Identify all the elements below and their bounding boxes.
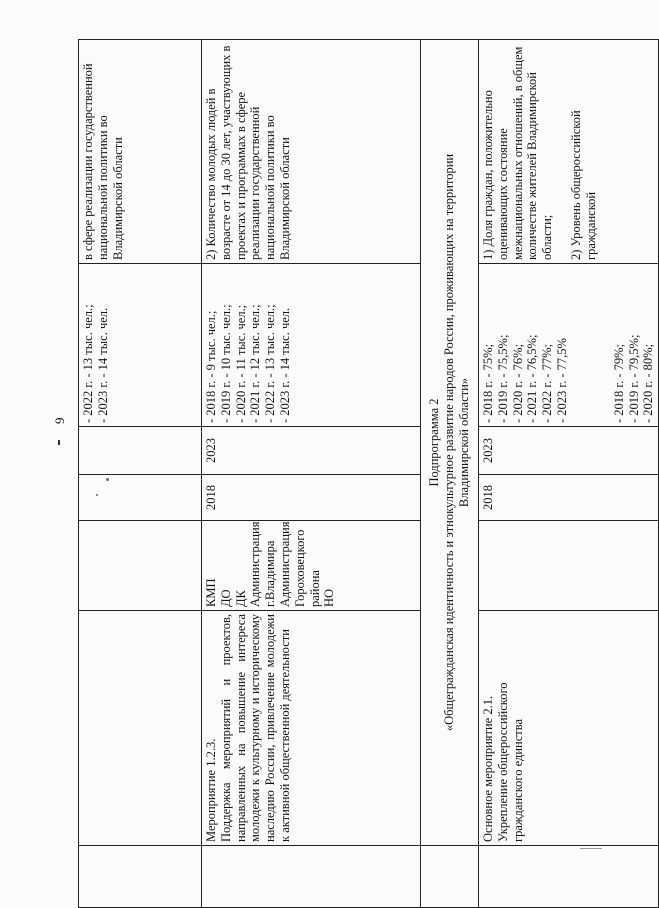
executors-cell bbox=[479, 521, 659, 611]
executors-cell bbox=[202, 521, 421, 611]
table-row bbox=[79, 40, 202, 908]
table-cell bbox=[421, 846, 479, 908]
value-line: - 2021 г. - 76,5%; bbox=[525, 334, 540, 423]
page-frame bbox=[78, 20, 656, 908]
table-row bbox=[479, 40, 659, 908]
scan-mark bbox=[58, 440, 60, 445]
value-line: - 2019 г. - 79,5%; bbox=[626, 334, 641, 423]
value-line: - 2019 г. - 75,5%; bbox=[495, 334, 510, 423]
executor: КМП bbox=[204, 578, 218, 607]
spacer bbox=[570, 267, 584, 423]
start-year: 2018 bbox=[481, 485, 495, 510]
executor: ДК bbox=[233, 590, 248, 607]
table-row bbox=[202, 40, 421, 908]
value-line: - 2020 г. - 80%; bbox=[641, 343, 656, 423]
executor: Администрация г.Владимира bbox=[248, 521, 278, 607]
value-line: - 2020 г. - 11 тыс. чел.; bbox=[233, 304, 248, 423]
indicator-text: 1) Доля граждан, положительно оценивающих состояние межнациональных отношений, в общем количестве жителей Владимирской области; bbox=[481, 46, 555, 260]
measure-title: Основное мероприятие 2.1. bbox=[481, 695, 495, 842]
table-cell bbox=[79, 427, 202, 475]
spacer bbox=[598, 267, 612, 423]
value-line: - 2022 г. - 77%; bbox=[540, 343, 555, 423]
value-line: - 2020 г. - 76%; bbox=[510, 343, 525, 423]
value-line: - 2022 г. - 13 тыс. чел.; bbox=[81, 304, 95, 423]
indicator-text: в сфере реализации государственной национальной политики во Владимирской области bbox=[81, 63, 125, 260]
page-number: 9 bbox=[52, 417, 67, 424]
measure-description: Поддержка мероприятий и проектов, направленных на повышение интереса молодежи к культурному и историческому наследию России, привлечение молодежи к активной общественной деятельности bbox=[218, 614, 292, 842]
end-year: 2023 bbox=[481, 438, 495, 463]
indicator-cell bbox=[479, 40, 659, 264]
value-line: - 2018 г. - 9 тыс. чел.; bbox=[204, 310, 218, 423]
value-line: - 2023 г. - 77,5% bbox=[554, 338, 569, 423]
subprogram-heading bbox=[421, 40, 479, 846]
measure-cell bbox=[202, 611, 421, 846]
table-cell bbox=[79, 611, 202, 846]
table-cell bbox=[79, 846, 202, 908]
value-line: - 2023 г. - 14 тыс. чел. bbox=[95, 307, 110, 423]
table-cell bbox=[79, 475, 202, 521]
value-line: - 2022 г. - 13 тыс. чел.; bbox=[263, 304, 278, 423]
end-year-cell bbox=[479, 427, 659, 475]
subprogram-subtitle: «Общегражданская идентичность и этнокультурное развитие народов России, проживающих на территории bbox=[442, 153, 456, 732]
table-row bbox=[421, 40, 479, 908]
values-cell bbox=[79, 264, 202, 427]
spacer bbox=[555, 43, 569, 260]
value-line: - 2018 г. - 75%; bbox=[481, 343, 495, 423]
indicator-cell bbox=[79, 40, 202, 264]
end-year: 2023 bbox=[204, 438, 218, 463]
table-cell bbox=[79, 521, 202, 611]
indicator-text: 2) Количество молодых людей в возрасте от 14 до 30 лет, участвующих в проектах и программах в сфере реализации государственной национальной политики во Владимирской области bbox=[204, 45, 292, 260]
values-cell bbox=[479, 264, 659, 427]
measure-description: Укрепление общероссийского гражданского единства bbox=[495, 682, 525, 842]
measure-title: Мероприятие 1.2.3. bbox=[204, 738, 218, 842]
value-line: - 2023 г. - 14 тыс. чел. bbox=[277, 307, 292, 423]
table-cell bbox=[202, 846, 421, 908]
value-line: - 2018 г. - 79%; bbox=[611, 343, 626, 423]
program-table bbox=[78, 39, 659, 908]
start-year-cell bbox=[479, 475, 659, 521]
start-year-cell bbox=[202, 475, 421, 521]
value-line: - 2019 г. - 10 тыс. чел.; bbox=[218, 304, 233, 423]
indicator-cell bbox=[202, 40, 421, 264]
subprogram-title: Подпрограмма 2 bbox=[427, 398, 441, 487]
table-cell bbox=[479, 846, 659, 908]
executor: Администрация Гороховецкого района bbox=[277, 521, 322, 607]
values-cell bbox=[202, 264, 421, 427]
indicator-text: 2) Уровень общероссийской гражданской bbox=[568, 110, 598, 260]
measure-cell bbox=[479, 611, 659, 846]
executor: НО bbox=[322, 588, 337, 607]
end-year-cell bbox=[202, 427, 421, 475]
executor: ДО bbox=[218, 589, 233, 607]
value-line: - 2021 г. - 12 тыс. чел.; bbox=[248, 304, 263, 423]
spacer bbox=[584, 267, 598, 423]
start-year: 2018 bbox=[204, 485, 218, 510]
subprogram-subtitle: Владимирской области» bbox=[457, 377, 471, 508]
rotated-table-container bbox=[78, 20, 656, 908]
